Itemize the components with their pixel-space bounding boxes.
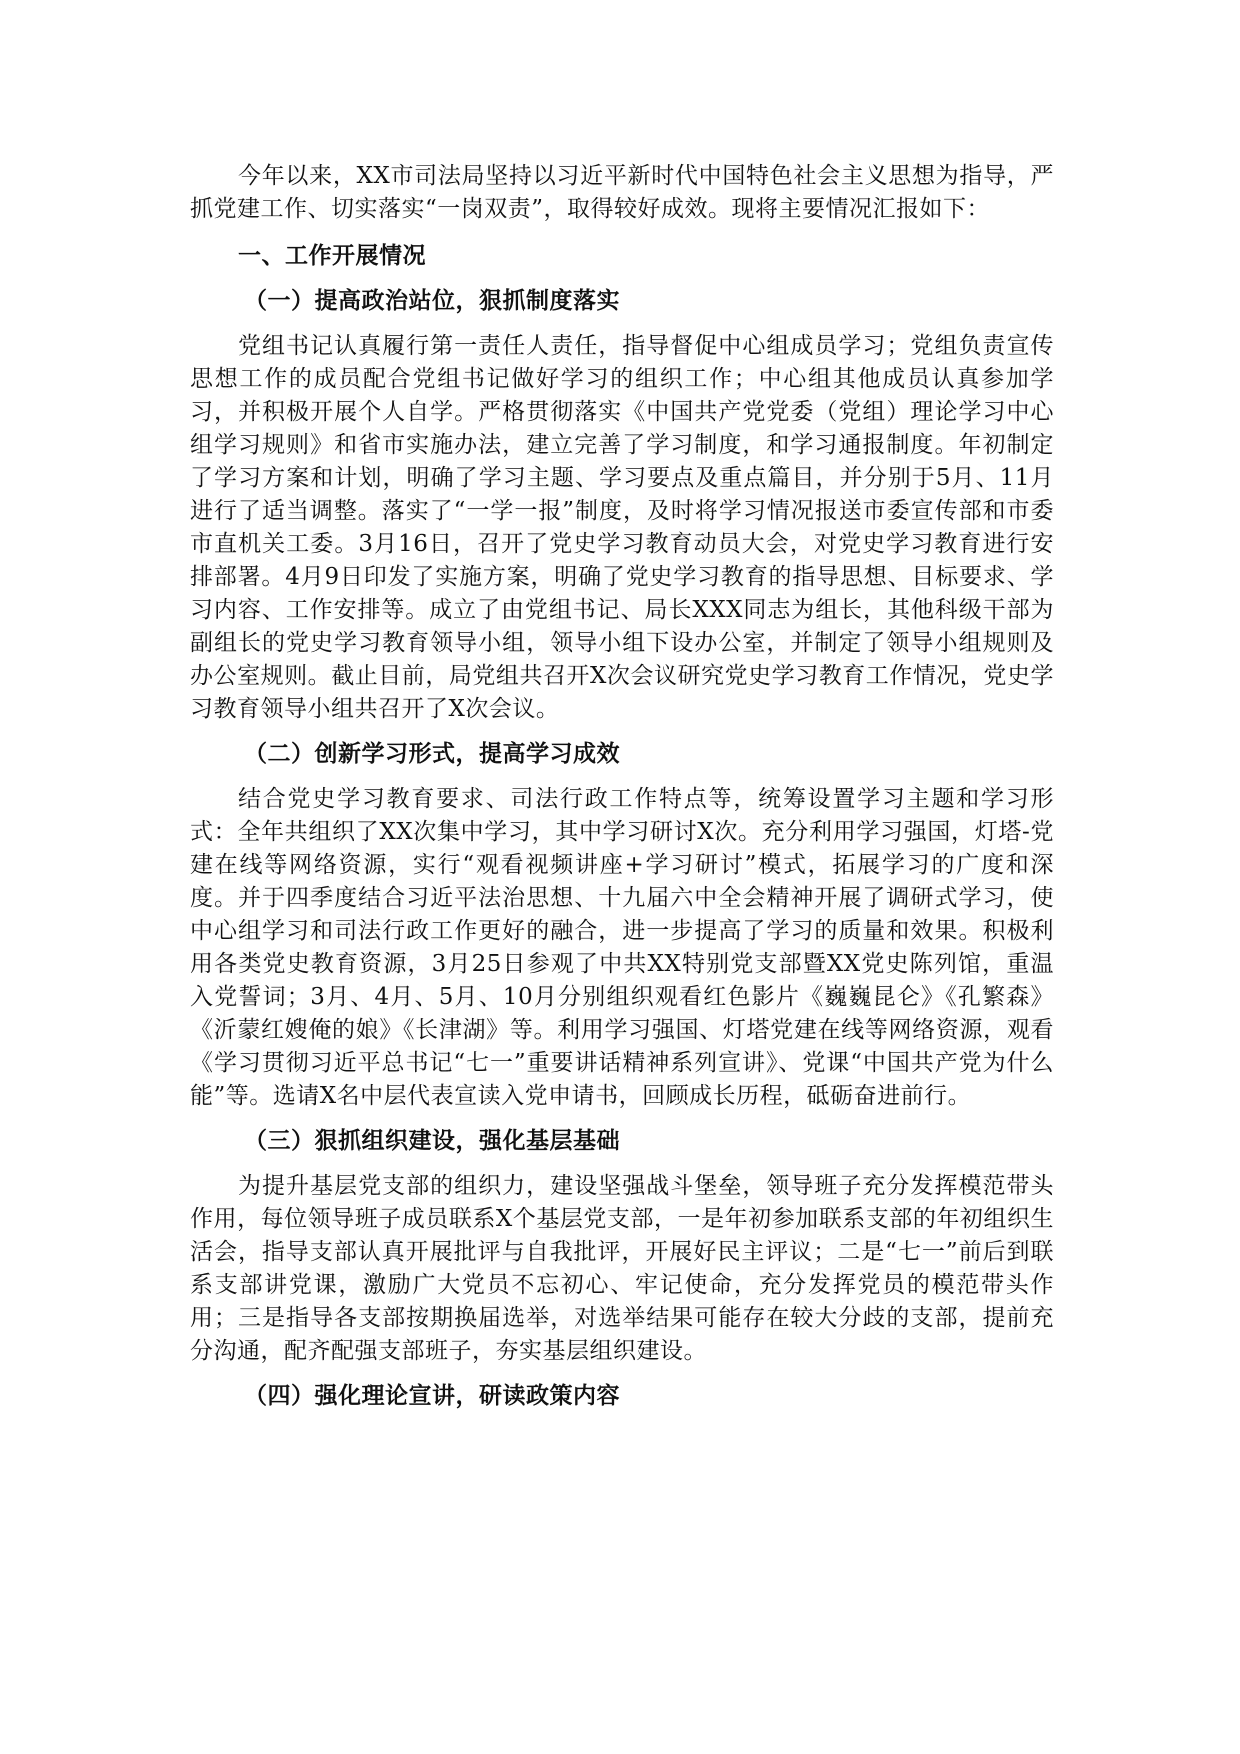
subsection-heading-4: （四）强化理论宣讲，研读政策内容 [244,1383,620,1409]
subsection-body-3: 为提升基层党支部的组织力，建设坚强战斗堡垒，领导班子充分发挥模范带头作用，每位领导班子成员联系X个基层党支部，一是年初参加联系支部的年初组织生活会，指导支部认真开展批评与自我批评，开展好民主评议；二是“七一”前后到联系支部讲党课，激励广大党员不忘初心、牢记使命，充分发挥党员的模范带头作用；三是指导各支部按期换届选举，对选举结果可能存在较大分歧的支部，提前充分沟通，配齐配强支部班子，夯实基层组织建设。 [190,1173,1054,1364]
intro-paragraph: 今年以来，XX市司法局坚持以习近平新时代中国特色社会主义思想为指导，严抓党建工作、切实落实“一岗双责”，取得较好成效。现将主要情况汇报如下： [190,163,1054,222]
subsection-body-2: 结合党史学习教育要求、司法行政工作特点等，统筹设置学习主题和学习形式：全年共组织了XX次集中学习，其中学习研讨X次。充分利用学习强国，灯塔-党建在线等网络资源，实行“观看视频讲座+学习研讨”模式，拓展学习的广度和深度。并于四季度结合习近平法治思想、十九届六中全会精神开展了调研式学习，使中心组学习和司法行政工作更好的融合，进一步提高了学习的质量和效果。积极利用各类党史教育资源，3月25日参观了中共XX特别党支部暨XX党史陈列馆，重温入党誓词；3月、4月、5月、10月分别组织观看红色影片《巍巍昆仑》《孔繁森》《沂蒙红嫂俺的娘》《长津湖》等。利用学习强国、灯塔党建在线等网络资源，观看《学习贯彻习近平总书记“七一”重要讲话精神系列宣讲》、党课“中国共产党为什么能”等。选请X名中层代表宣读入党申请书，回顾成长历程，砥砺奋进前行。 [190,786,1054,1109]
document-body [190,160,1054,1425]
subsection-heading-1: （一）提高政治站位，狠抓制度落实 [244,288,620,314]
subsection-heading-3: （三）狠抓组织建设，强化基层基础 [244,1128,620,1154]
section-heading-work-progress: 一、工作开展情况 [238,243,426,269]
subsection-heading-2: （二）创新学习形式，提高学习成效 [244,741,620,767]
subsection-body-1: 党组书记认真履行第一责任人责任，指导督促中心组成员学习；党组负责宣传思想工作的成员配合党组书记做好学习的组织工作；中心组其他成员认真参加学习，并积极开展个人自学。严格贯彻落实《中国共产党党委（党组）理论学习中心组学习规则》和省市实施办法，建立完善了学习制度，和学习通报制度。年初制定了学习方案和计划，明确了学习主题、学习要点及重点篇目，并分别于5月、11月进行了适当调整。落实了“一学一报”制度，及时将学习情况报送市委宣传部和市委市直机关工委。3月16日，召开了党史学习教育动员大会，对党史学习教育进行安排部署。4月9日印发了实施方案，明确了党史学习教育的指导思想、目标要求、学习内容、工作安排等。成立了由党组书记、局长XXX同志为组长，其他科级干部为副组长的党史学习教育领导小组，领导小组下设办公室，并制定了领导小组规则及办公室规则。截止目前，局党组共召开X次会议研究党史学习教育工作情况，党史学习教育领导小组共召开了X次会议。 [190,333,1054,722]
